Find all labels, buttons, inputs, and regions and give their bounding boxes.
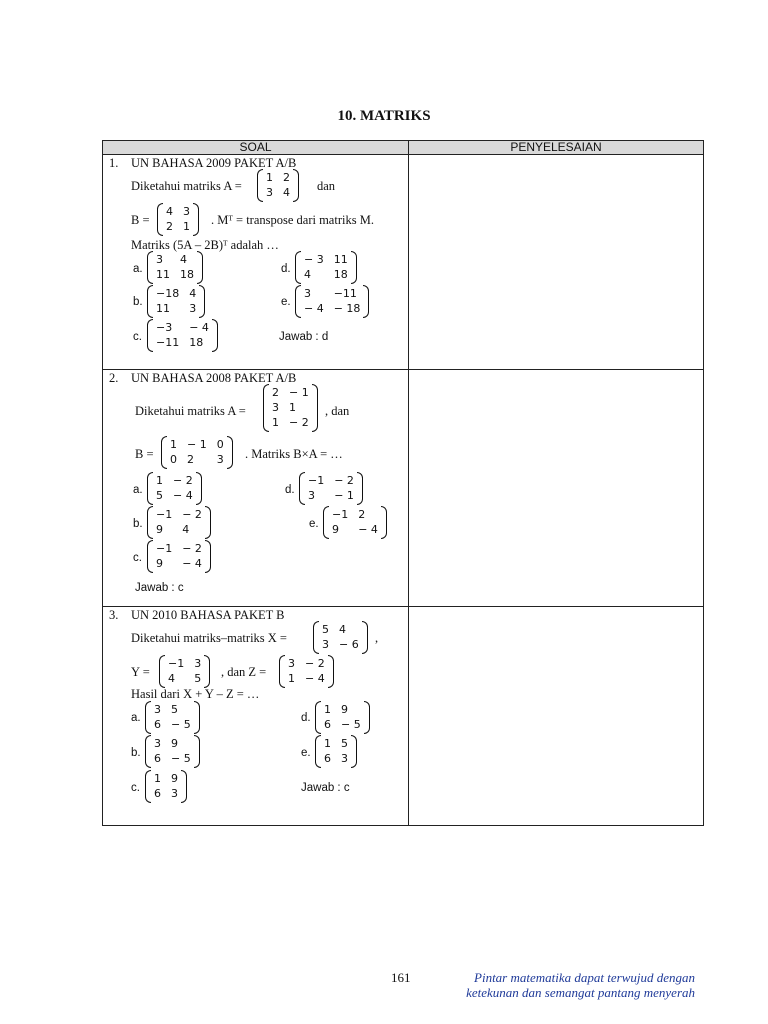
option-matrix (323, 506, 387, 539)
matrix-entry: 3 (266, 186, 273, 199)
matrix-entry: 1 (324, 737, 331, 750)
matrix-entry: 3 (154, 703, 161, 716)
matrix-entry: − 2 (305, 657, 325, 670)
matrix-entry: 5 (194, 672, 202, 685)
matrix-entry: − 18 (333, 302, 361, 315)
matrix-entry: 1 (183, 220, 190, 233)
question-header: UN BAHASA 2008 PAKET A/B (131, 371, 297, 385)
footer-motto-line: Pintar matematika dapat terwujud dengan (474, 970, 695, 985)
option-matrix (295, 251, 357, 284)
matrix-entry: −1 (156, 508, 173, 521)
matrix-entry: −1 (168, 657, 185, 670)
right-bracket (204, 655, 210, 688)
question-row-2 (103, 370, 704, 607)
question-row-3 (103, 607, 704, 826)
matrix-entry: 9 (156, 523, 163, 536)
matrix-entry: 9 (171, 772, 178, 785)
matrix-entry: 1 (154, 772, 161, 785)
matrix (257, 169, 299, 202)
right-bracket (197, 251, 203, 284)
matrix-entries (269, 384, 312, 432)
option-matrix (147, 540, 211, 573)
matrix (313, 621, 368, 654)
matrix-entry: 0 (170, 453, 177, 466)
matrix-entry: 1 (170, 438, 177, 451)
option-label: a. (133, 484, 143, 496)
option-matrix (145, 701, 200, 734)
matrix-entry: − 6 (339, 638, 359, 651)
right-bracket (363, 285, 369, 318)
matrix-entry: 9 (332, 523, 339, 536)
option-label: a. (131, 712, 141, 724)
matrix-entry: 3 (304, 287, 311, 300)
matrix-entries (151, 735, 194, 768)
option-label: b. (131, 747, 141, 759)
matrix-entry: 3 (194, 657, 202, 670)
right-bracket (193, 203, 199, 236)
question-text: Diketahui matriks A = (135, 404, 246, 418)
option-matrix (299, 472, 363, 505)
matrix-entries (153, 319, 212, 352)
right-bracket (212, 319, 218, 352)
matrix-entry: − 4 (189, 321, 209, 334)
question-row-1 (103, 155, 704, 370)
matrix-entries (163, 203, 193, 236)
matrix (161, 436, 233, 469)
matrix-entry: 4 (283, 186, 290, 199)
option-label: b. (133, 518, 143, 530)
matrix-entry: − 2 (334, 474, 354, 487)
right-bracket (194, 701, 200, 734)
matrix-entries (305, 472, 357, 505)
matrix-entries (167, 436, 227, 469)
matrix-entries (301, 251, 351, 284)
question-table (102, 140, 704, 826)
matrix-entry: 3 (156, 253, 163, 266)
footer-motto (395, 970, 695, 1000)
matrix-entry: 5 (156, 489, 163, 502)
matrix-entry: −1 (156, 542, 173, 555)
matrix-entry: 5 (171, 703, 178, 716)
matrix-entry: 5 (322, 623, 329, 636)
matrix-entries (263, 169, 293, 202)
matrix-entry: 2 (187, 453, 194, 466)
question-number: 1. (109, 156, 119, 170)
right-bracket (227, 436, 233, 469)
right-bracket (357, 472, 363, 505)
question-header: UN BAHASA 2009 PAKET A/B (131, 156, 297, 170)
matrix-entry: 4 (304, 268, 311, 281)
matrix-entries (153, 251, 197, 284)
matrix-entry: 11 (156, 302, 170, 315)
matrix-entry: −18 (156, 287, 180, 300)
matrix-entry: 1 (289, 401, 296, 414)
option-label: a. (133, 263, 143, 275)
question-text: Y = (131, 665, 150, 679)
option-matrix (315, 701, 370, 734)
column-header-penyelesaian: PENYELESAIAN (409, 141, 704, 155)
matrix-entry: − 5 (341, 718, 361, 731)
right-bracket (181, 770, 187, 803)
matrix-entry: 18 (333, 268, 348, 281)
matrix (157, 203, 199, 236)
matrix-entry: 18 (180, 268, 194, 281)
matrix-entry: 4 (180, 253, 187, 266)
matrix-entry: − 4 (304, 302, 324, 315)
matrix-entries (153, 540, 205, 573)
matrix-entry: 3 (189, 302, 197, 315)
question-text: , (375, 631, 379, 645)
right-bracket (381, 506, 387, 539)
right-bracket (196, 472, 202, 505)
matrix-entry: −3 (156, 321, 173, 334)
matrix-entry: −11 (156, 336, 180, 349)
matrix-entry: 2 (272, 386, 279, 399)
matrix-entry: 2 (283, 171, 290, 184)
right-bracket (328, 655, 334, 688)
matrix-entry: 4 (189, 287, 197, 300)
matrix-entries (329, 506, 381, 539)
matrix-entry: 1 (266, 171, 273, 184)
matrix-entry: 4 (166, 205, 173, 218)
matrix-entry: − 4 (305, 672, 325, 685)
question-cell-1 (103, 155, 409, 370)
matrix-entry: 18 (189, 336, 204, 349)
option-label: d. (285, 484, 295, 496)
question-text: , dan (325, 404, 350, 418)
right-bracket (199, 285, 205, 318)
right-bracket (351, 735, 357, 768)
question-text: B = (131, 213, 150, 227)
matrix-entry: 9 (156, 557, 163, 570)
matrix-entry: − 1 (334, 489, 354, 502)
matrix-entry: 4 (339, 623, 346, 636)
matrix-entry: 1 (272, 416, 279, 429)
matrix-entries (151, 770, 181, 803)
right-bracket (312, 384, 318, 432)
matrix-entry: − 2 (173, 474, 193, 487)
matrix-entry: − 5 (171, 752, 191, 765)
matrix-entries (321, 701, 364, 734)
option-label: e. (281, 296, 291, 308)
question-text: . Matriks B×A = … (245, 447, 343, 461)
option-matrix (147, 251, 203, 284)
matrix-entries (153, 472, 196, 505)
answer-text: Jawab : d (279, 331, 329, 343)
matrix-entry: 3 (183, 205, 190, 218)
matrix-entry: 11 (333, 253, 348, 266)
matrix-entry: 3 (272, 401, 279, 414)
question-text: Diketahui matriks–matriks X = (131, 631, 287, 645)
option-label: e. (301, 747, 311, 759)
option-label: e. (309, 518, 319, 530)
matrix-entry: 4 (168, 672, 175, 685)
matrix-entry: 6 (154, 718, 161, 731)
matrix-entry: 6 (154, 787, 161, 800)
matrix-entry: 3 (341, 752, 348, 765)
matrix-entry: 6 (324, 718, 331, 731)
page-number: 161 (391, 970, 411, 985)
matrix-entry: 11 (156, 268, 170, 281)
question-text: Hasil dari X + Y – Z = … (131, 687, 260, 701)
question-number: 3. (109, 608, 119, 622)
question-text: dan (317, 179, 336, 193)
question-text: Matriks (5A – 2B)ᵀ adalah … (131, 238, 279, 252)
matrix-entry: 3 (171, 787, 178, 800)
matrix-entry: − 1 (289, 386, 309, 399)
option-matrix (145, 770, 187, 803)
question-text: . Mᵀ = transpose dari matriks M. (211, 213, 374, 227)
matrix-entry: − 2 (182, 542, 202, 555)
right-bracket (205, 540, 211, 573)
matrix-entry: − 3 (304, 253, 324, 266)
question-cell-3 (103, 607, 409, 826)
option-matrix (295, 285, 369, 318)
right-bracket (364, 701, 370, 734)
option-label: c. (133, 331, 142, 343)
option-matrix (147, 472, 202, 505)
matrix-entry: 3 (216, 453, 224, 466)
question-text: , dan Z = (221, 665, 267, 679)
table-header-row (103, 141, 704, 155)
matrix-entry: − 2 (289, 416, 309, 429)
matrix-entry: 5 (341, 737, 348, 750)
matrix (263, 384, 318, 432)
option-matrix (147, 285, 205, 318)
option-matrix (147, 319, 218, 352)
matrix-entries (319, 621, 362, 654)
matrix-entries (151, 701, 194, 734)
matrix-entry: −11 (333, 287, 357, 300)
right-bracket (293, 169, 299, 202)
right-bracket (205, 506, 211, 539)
right-bracket (194, 735, 200, 768)
matrix-entry: 0 (216, 438, 224, 451)
matrix-entry: 1 (324, 703, 331, 716)
option-label: b. (133, 296, 143, 308)
answer-cell-3 (409, 607, 704, 826)
right-bracket (351, 251, 357, 284)
matrix-entries (285, 655, 328, 688)
matrix-entry: − 1 (187, 438, 207, 451)
option-matrix (315, 735, 357, 768)
matrix-entries (153, 506, 205, 539)
matrix-entry: −1 (308, 474, 325, 487)
matrix-entry: − 2 (182, 508, 202, 521)
matrix-entry: 6 (324, 752, 331, 765)
matrix-entry: 3 (322, 638, 329, 651)
question-number: 2. (109, 371, 119, 385)
matrix-entry: − 5 (171, 718, 191, 731)
matrix-entries (321, 735, 351, 768)
answer-text: Jawab : c (135, 582, 184, 594)
option-label: d. (301, 712, 311, 724)
option-label: c. (131, 782, 140, 794)
matrix (159, 655, 210, 688)
option-matrix (147, 506, 211, 539)
column-header-soal: SOAL (103, 141, 409, 155)
matrix-entry: − 4 (173, 489, 193, 502)
matrix-entries (301, 285, 363, 318)
matrix-entry: − 4 (358, 523, 378, 536)
matrix-entry: 2 (358, 508, 366, 521)
answer-cell-2 (409, 370, 704, 607)
matrix-entry: −1 (332, 508, 349, 521)
question-text: Diketahui matriks A = (131, 179, 242, 193)
option-label: d. (281, 263, 291, 275)
matrix-entry: 3 (154, 737, 161, 750)
matrix-entries (153, 285, 199, 318)
right-bracket (362, 621, 368, 654)
matrix-entry: 9 (341, 703, 348, 716)
option-matrix (145, 735, 200, 768)
matrix-entry: 3 (288, 657, 295, 670)
question-text: B = (135, 447, 154, 461)
answer-text: Jawab : c (301, 782, 350, 794)
matrix-entry: 2 (166, 220, 173, 233)
footer-motto-line: ketekunan dan semangat pantang menyerah (466, 985, 695, 1000)
matrix-entry: 6 (154, 752, 161, 765)
matrix-entry: 4 (182, 523, 190, 536)
option-label: c. (133, 552, 142, 564)
matrix-entry: 1 (156, 474, 163, 487)
question-header: UN 2010 BAHASA PAKET B (131, 608, 285, 622)
matrix-entry: 9 (171, 737, 178, 750)
question-cell-2 (103, 370, 409, 607)
answer-cell-1 (409, 155, 704, 370)
page-title: 10. MATRIKS (337, 108, 431, 124)
matrix-entry: 1 (288, 672, 295, 685)
matrix-entry: 3 (308, 489, 315, 502)
matrix-entries (165, 655, 204, 688)
matrix-entry: − 4 (182, 557, 202, 570)
matrix (279, 655, 334, 688)
